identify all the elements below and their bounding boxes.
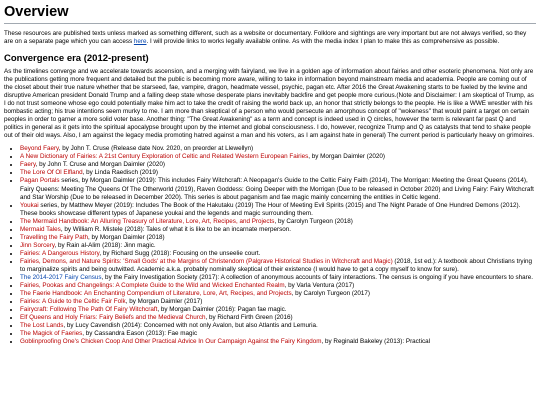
resource-description: series, by Matthew Meyer (2019): Includes The Book of the Hakutaku (2019) The Hour of Meeting Evil Spirits (2015) and The Night Parade of One Hundred Demons (2012). These books showcase different types of Japanese youkai and the legends and magic surrounding them. xyxy=(20,201,521,217)
folklore-page-link[interactable]: here xyxy=(133,38,147,46)
resource-item xyxy=(20,330,536,338)
section-heading: Convergence era (2012-present) xyxy=(4,53,149,65)
resource-item xyxy=(20,258,536,274)
resource-link[interactable]: The Magick of Faeries xyxy=(20,330,83,338)
resource-item xyxy=(20,322,536,330)
resource-description: , by Richard Firth Green (2016) xyxy=(205,314,293,322)
resource-link[interactable]: Fairies, Demons, and Nature Spirits: 'Small Gods' at the Margins of Christendom (Palgrave Historical Studies in Witchcraft and Magic) xyxy=(20,257,393,265)
resource-link[interactable]: Fairies: A Guide to the Celtic Fair Folk xyxy=(20,298,126,306)
resource-link[interactable]: Pagan Portals xyxy=(20,177,60,185)
resource-description: (2018, 1st ed.): A textbook about Christians trying to marginalize spirits and being outwitted. Academic a.k.a. probably nominally skeptical of their existence (I would have to get a copy myself to know for sure). xyxy=(20,257,532,273)
resource-item xyxy=(20,177,536,201)
resource-description: , by the Fairy Investigation Society (2017): A collection of anonymous accounts of fairy interactions. The census is ongoing if you have encounters to share. xyxy=(101,274,534,282)
resource-item xyxy=(20,226,536,234)
resource-description: , by John T. Cruse and Morgan Daimler (2020) xyxy=(35,161,166,169)
resource-description: , by John T. Cruse (Release date Nov. 2020, on preorder at Llewellyn) xyxy=(58,145,254,153)
resource-description: , by Carolyn Turgeon (2018) xyxy=(274,217,353,225)
resource-item xyxy=(20,290,536,298)
resource-description: , by Morgan Daimler (2017) xyxy=(125,298,203,306)
resource-list xyxy=(4,145,536,346)
resource-description: , by Morgan Daimler (2016): Pagan fae magic. xyxy=(157,306,287,314)
resource-description: , by Lucy Cavendish (2014): Concerned with not only Avalon, but also Atlantis and Lemuria. xyxy=(63,322,318,330)
resource-item xyxy=(20,282,536,290)
resource-link[interactable]: The 2014-2017 Fairy Census xyxy=(20,274,102,282)
resource-link[interactable]: Goblinproofing One's Chicken Coop And Other Practical Advice In Our Campaign Against the Fairy Kingdom xyxy=(20,338,322,346)
resource-link[interactable]: The Lost Lands xyxy=(20,322,64,330)
resource-description: , by Morgan Daimler (2018) xyxy=(88,233,165,241)
resource-link[interactable]: Elf Queens and Holy Friars: Fairy Beliefs and the Medieval Church xyxy=(20,314,206,322)
resource-item xyxy=(20,242,536,250)
resource-item xyxy=(20,202,536,218)
resource-description: , by Richard Sugg (2018): Focusing on the unseelie court. xyxy=(99,249,261,257)
resource-item xyxy=(20,306,536,314)
resource-item xyxy=(20,234,536,242)
resource-description: , by Carolyn Turgeon (2017) xyxy=(291,290,371,298)
intro-text-after: . I will provide links to works legally available online. As with the media index I plan to make this as comprehensive as possible. xyxy=(146,38,500,46)
resource-item xyxy=(20,250,536,258)
resource-link[interactable]: Faery xyxy=(20,161,36,169)
resource-link[interactable]: Youkai xyxy=(20,201,39,209)
resource-item xyxy=(20,161,536,169)
resource-item xyxy=(20,298,536,306)
intro-paragraph xyxy=(4,30,536,46)
intro-text-before: These resources are published texts unless marked as something different, such as a website or documentary. Folklore and sightings are very important but are not always verified, so they are on a separate page which you can access xyxy=(4,30,527,46)
resource-item xyxy=(20,218,536,226)
resource-link[interactable]: Jinn Sorcery xyxy=(20,241,55,249)
page-title: Overview xyxy=(4,4,536,24)
resource-link[interactable]: A New Dictionary of Fairies: A 21st Century Exploration of Celtic and Related Western European Fairies xyxy=(20,153,309,161)
resource-link[interactable]: Fairycraft: Following The Path Of Fairy Witchcraft xyxy=(20,306,158,314)
resource-item xyxy=(20,145,536,153)
resource-link[interactable]: Beyond Faery xyxy=(20,145,59,153)
resource-link[interactable]: Fairies: A Dangerous History xyxy=(20,249,100,257)
resource-link[interactable]: Fairies, Pookas and Changelings: A Complete Guide to the Wild and Wicked Enchanted Realm xyxy=(20,282,285,290)
resource-link[interactable]: Travelling the Fairy Path xyxy=(20,233,89,241)
resource-description: , by Cassandra Eason (2013): Fae magic xyxy=(82,330,198,338)
resource-description: , by Linda Raedisch (2019) xyxy=(82,169,158,177)
resource-description: , by William R. Mistele (2018): Tales of what it is like to be an incarnate merperson. xyxy=(60,225,291,233)
resource-item xyxy=(20,169,536,177)
resource-description: , by Reginald Bakeley (2013): Practical xyxy=(321,338,431,346)
resource-description: , by Rain al-Alim (2018): Jinn magic. xyxy=(54,241,156,249)
resource-description: series, by Morgan Daimler (2019): This includes Fairy Witchcraft: A Neopagan's Guide to the Celtic Fairy Faith (2014), The Morrigan: Meeting the Great Queens (2014), Fairy Queens: Meeting The Queens Of The Otherworld (2019), Raven Goddess: Going Deeper with the Morrigan (Due to be released in October 2020) and Living Fairy: Fairy Witchcraft and Star Worship (Due to be released in December 2020). This series is about paganism and fae magic mainly concerning the entities in Celtic legend. xyxy=(20,177,534,201)
resource-description: , by Morgan Daimler (2020) xyxy=(308,153,385,161)
resource-item xyxy=(20,338,536,346)
resource-link[interactable]: The Lore Of Ol Elfland xyxy=(20,169,83,177)
section-body: As the timelines converge and we accelerate towards ascension, and a merging with fairyland, we live in a golden age of information about fairies and other esoteric phenomena. Not only are the publications getting more frequent and detailed but the public is becoming more aware, willing to take in information beyond mainstream media and academia. People are coming out of the closet about their true nature whether that be starseed, fae, vampire, dragon, headmate vessel, psychic, pagan etc. After 2016 the Great Awakening starts to be fueled by the levine and disruptive American president Donald Trump and a falling deep state whose desperate plans inevitably backfire and get people more curious.(Note and Disclaimer: I am skeptical of Trump, as I do not trust someone whose ego could potentially make him act to take the credit of raising the world back up, an honor that strictly belongs to the people. He is like a WWE wrestler with his bombastic acting; his true intentions seem murky to me. I am more than skeptical of a person who would persecute an amorphous concept of "wokeness" that would paint a target on certain peoples in order to garner a more solid voter base. Another thing: "The Great Awakening" as a term and concept is indeed used in Q circles, however the term is relevant far past Q and politics in general as it gets into the spiritual apocalypse brought upon by the internet and global consciousness. I do, however, recognize Trump and Q as catalysts that tend to shake people out of their old ways. Also, I am against the legacy media promoting hatred against a man and his voters, as I am against hate in general) The current period is particularly heavy on grimoires. xyxy=(4,67,535,140)
resource-item xyxy=(20,274,536,282)
resource-description: , by Varla Ventura (2017) xyxy=(284,282,355,290)
resource-item xyxy=(20,153,536,161)
resource-link[interactable]: The Mermaid Handbook: An Alluring Treasury of Literature, Lore, Art, Recipes, and Projects xyxy=(20,217,275,225)
resource-item xyxy=(20,314,536,322)
resource-link[interactable]: Mermaid Tales xyxy=(20,225,61,233)
resource-link[interactable]: The Faerie Handbook: An Enchanting Compendium of Literature, Lore, Art, Recipes, and Projects xyxy=(20,290,292,298)
